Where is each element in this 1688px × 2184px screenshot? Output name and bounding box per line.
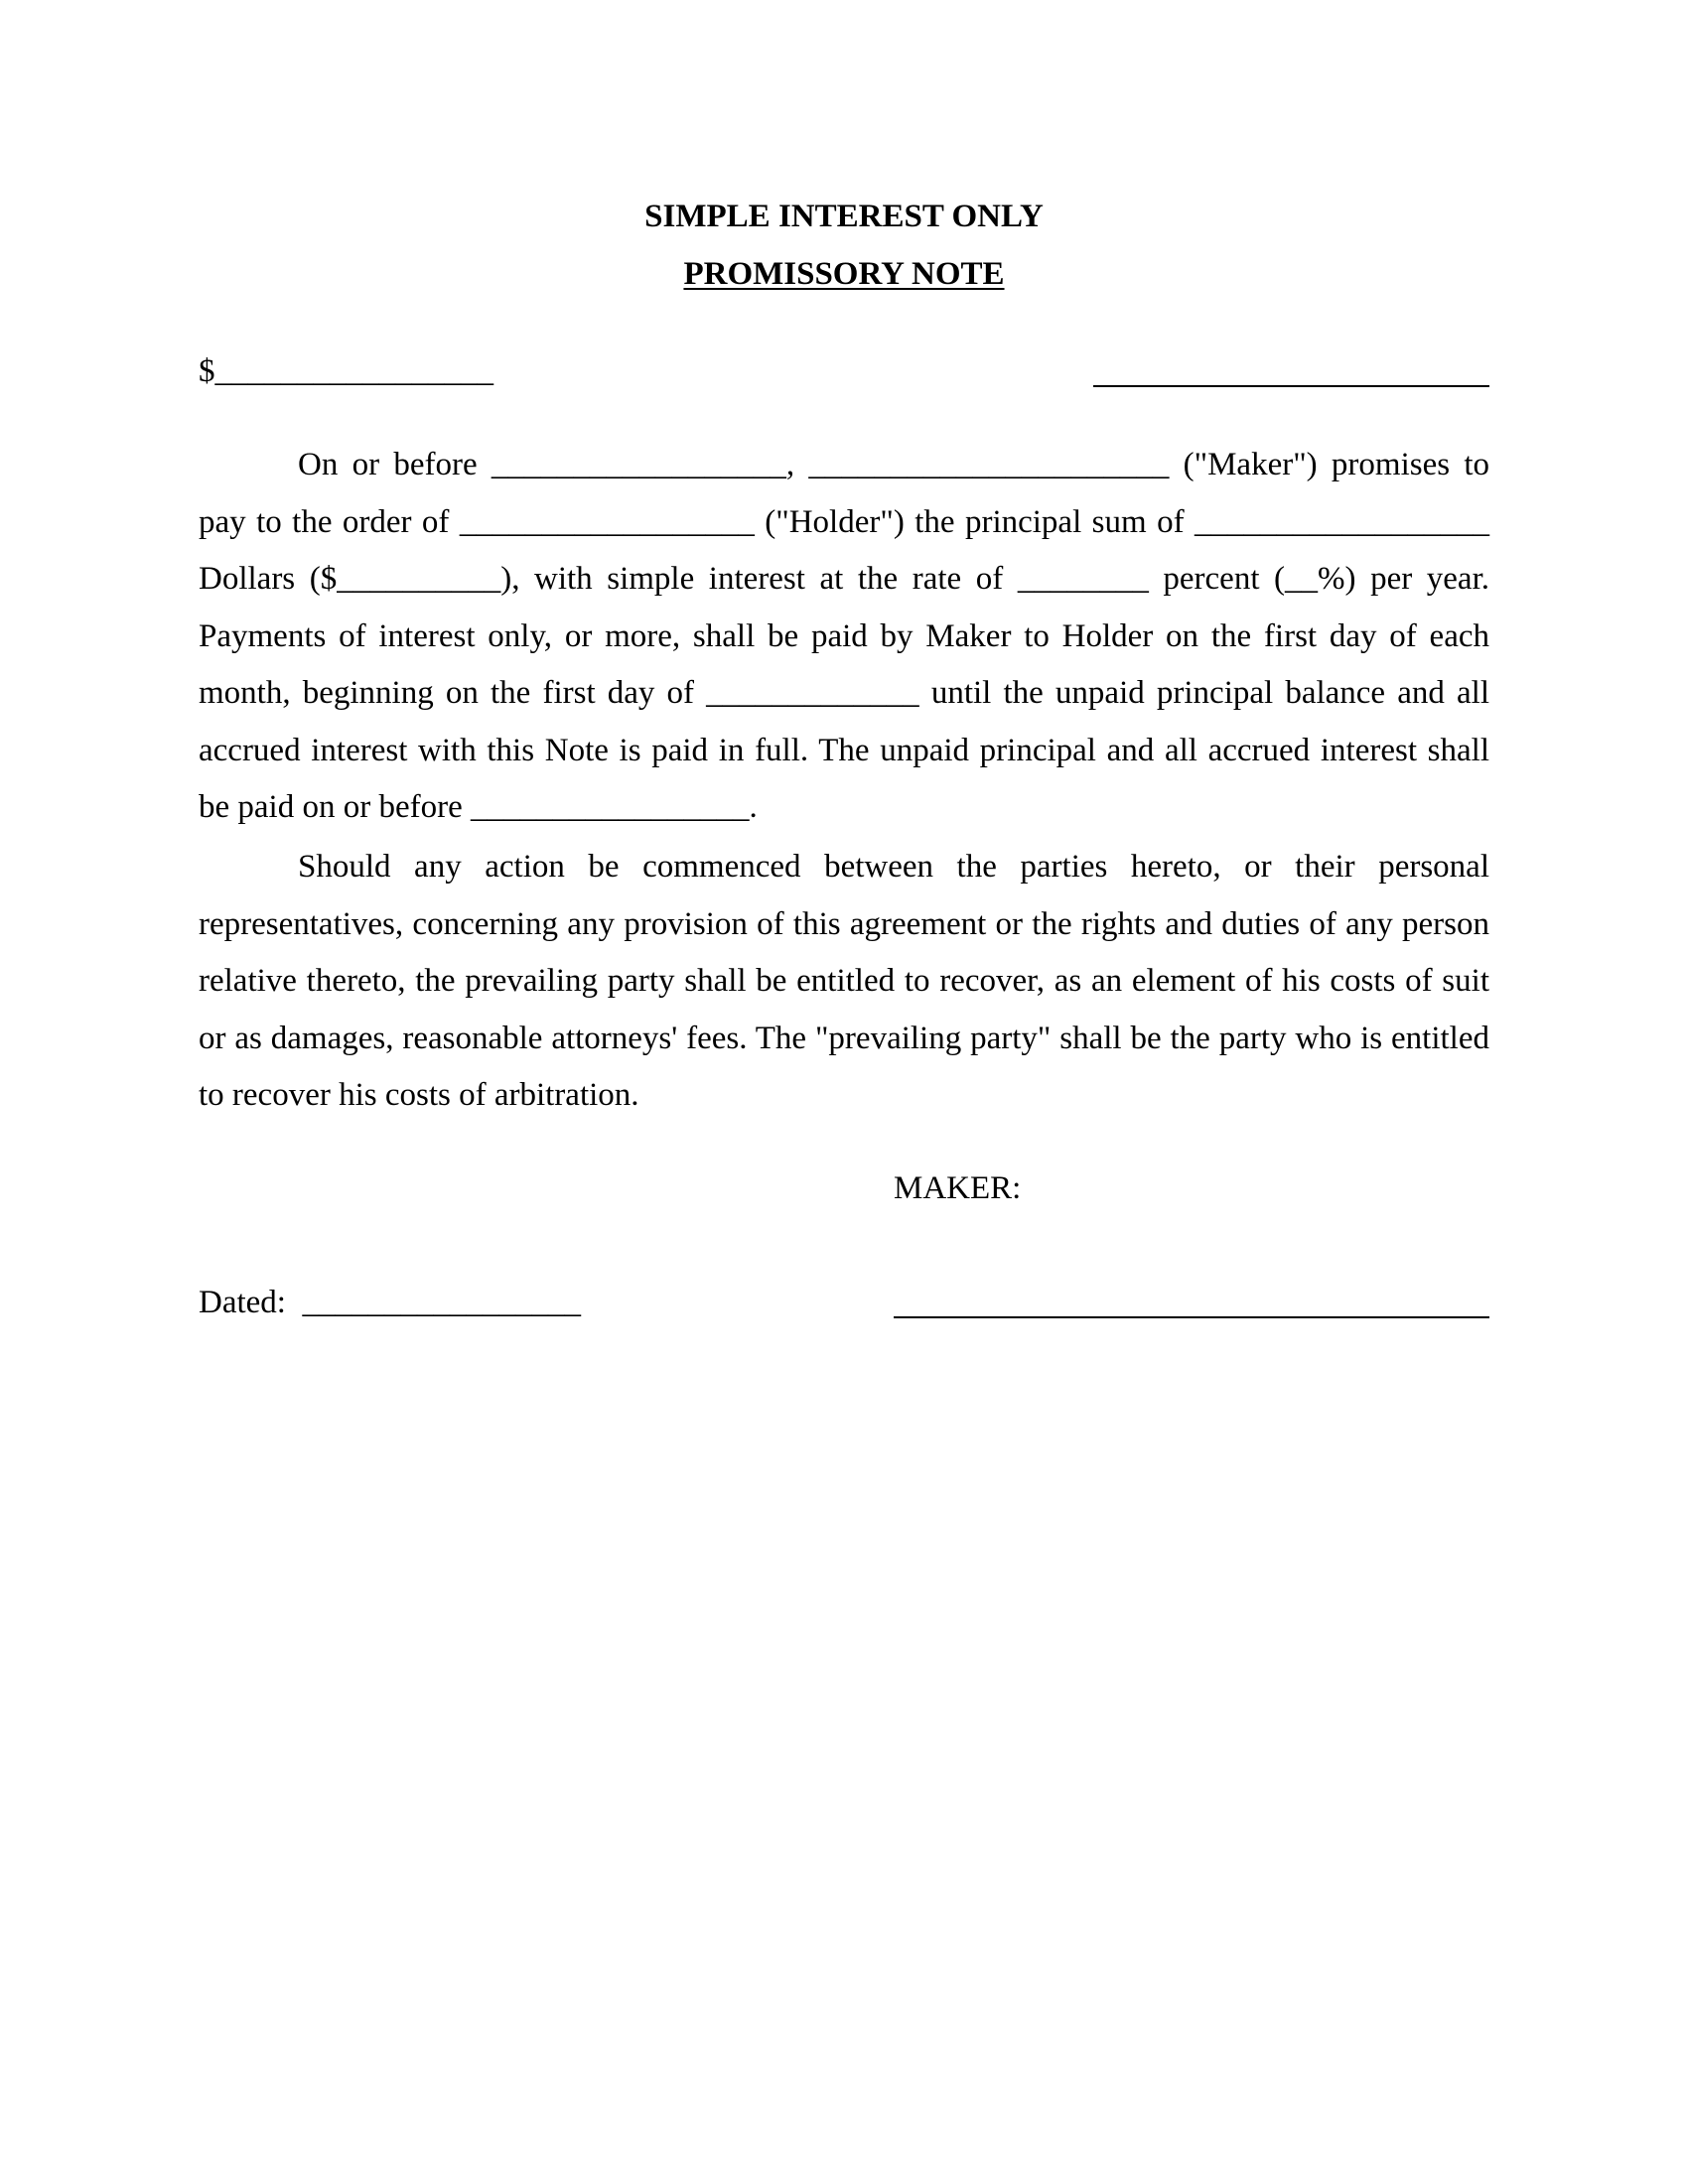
document-title: SIMPLE INTEREST ONLY (644, 199, 1044, 234)
dated-field: Dated: _________________ (199, 1285, 581, 1320)
terms-paragraph (199, 437, 1489, 837)
attorneys-fees-paragraph (199, 839, 1489, 1125)
maker-signature-line (894, 1316, 1489, 1318)
amount-field: $_________________ (199, 353, 493, 389)
attorneys-fees-paragraph-text: Should any action be commenced between the parties hereto, or their personal representatives, concerning any provision of this agreement or the rights and duties of any person relative thereto, the prevailing party shall be entitled to recover, as an element of his costs of suit or as damages, reasonable attorneys' fees. The "prevailing party" shall be the party who is entitled to recover his costs of arbitration. (199, 849, 1489, 1113)
document-subtitle: PROMISSORY NOTE (683, 256, 1005, 292)
terms-paragraph-text: On or before __________________, ______________________ ("Maker") promises to pay to the order of __________________ ("Holder") the principal sum of __________________ Dollars ($__________), with simple interest at the rate of ________ percent (__%) per year. Payments of interest only, or more, shall be paid by Maker to Holder on the first day of each month, beginning on the first day of _____________ until the unpaid principal balance and all accrued interest with this Note is paid in full. The unpaid principal and all accrued interest shall be paid on or before _________________. (199, 447, 1489, 825)
place-date-blank-line (1093, 385, 1489, 387)
maker-label: MAKER: (894, 1170, 1022, 1206)
